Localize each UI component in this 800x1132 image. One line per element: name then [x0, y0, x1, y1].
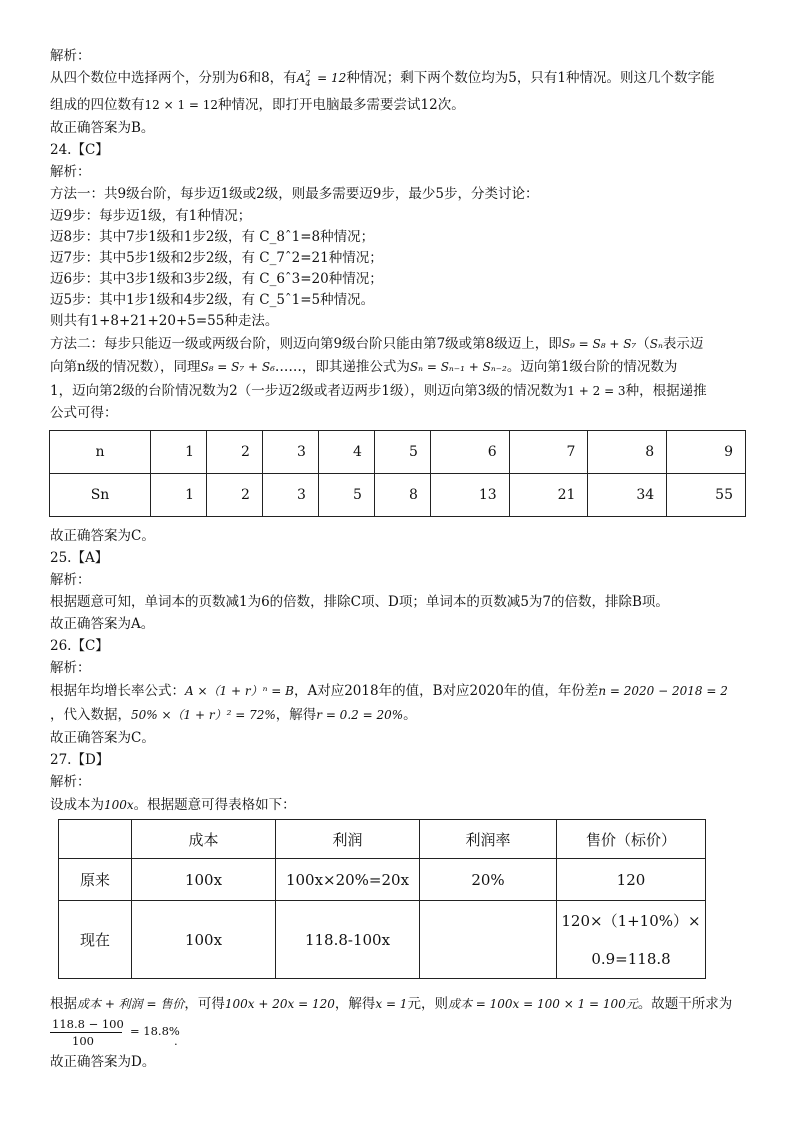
table-row	[50, 474, 746, 517]
question-number	[50, 750, 754, 770]
text: 元，则	[407, 996, 448, 1012]
fraction-numerator: 118.8 − 100	[52, 1017, 124, 1031]
table-row	[59, 820, 706, 859]
text-line	[50, 994, 754, 1014]
text: 解析：	[50, 774, 91, 790]
math-formula: n = 2020 − 2018 = 2	[598, 684, 728, 698]
math-formula: 50% ×（1 + r）² = 72%	[131, 708, 276, 722]
text: 公式可得：	[50, 405, 118, 421]
table-cell: 4	[318, 431, 374, 474]
text-line	[50, 705, 754, 725]
fraction-formula	[48, 1017, 188, 1048]
text: 设成本为	[50, 797, 104, 813]
table-cell: 8	[374, 474, 430, 517]
table-cell: 2	[206, 474, 262, 517]
math: A	[296, 71, 306, 85]
math-formula: A ×（1 + r）ⁿ = B	[185, 684, 294, 698]
text-line	[50, 403, 754, 423]
text-line	[50, 381, 754, 401]
math-formula: S₈ = S₇ + S₆	[200, 360, 275, 374]
math-sub: 4	[305, 79, 311, 88]
text: .	[174, 1034, 178, 1048]
question-number	[50, 548, 754, 568]
text: 表示迈	[662, 336, 704, 352]
table-cell: 120	[557, 859, 706, 901]
table-header-cell: n	[50, 431, 151, 474]
table-header-cell: 利润	[276, 820, 420, 859]
text: 根据题意可知，单词本的页数减1为6的倍数，排除C项、D项；单词本的页数减5为7的倍数，排除B项。	[50, 594, 669, 610]
profit-table	[58, 819, 706, 979]
table-cell: 1	[151, 431, 207, 474]
recurrence-table	[49, 430, 746, 517]
table-cell: 6	[430, 431, 509, 474]
text: 根据年均增长率公式：	[50, 683, 185, 699]
table-cell: 3	[262, 431, 318, 474]
table-cell: 100x	[132, 901, 276, 979]
table-cell: 2	[206, 431, 262, 474]
table-row	[59, 901, 706, 979]
text: 向第n级的情况数），同理	[50, 359, 201, 375]
table-cell: 9	[667, 431, 746, 474]
table-cell: 100x×20%=20x	[276, 859, 420, 901]
table-cell: 21	[509, 474, 588, 517]
cell-line: 120×（1+10%）×	[561, 911, 701, 930]
text-line	[50, 68, 754, 88]
text-line	[50, 184, 754, 204]
table-header-cell: 利润率	[420, 820, 557, 859]
text: 则共有1+8+21+20+5=55种走法。	[50, 313, 279, 329]
text: 种，根据递推	[625, 383, 707, 399]
table-row-label: 现在	[59, 901, 132, 979]
text-line	[50, 681, 754, 701]
math-formula: 100x + 20x = 120	[224, 997, 335, 1011]
text: 种情况，即打开电脑最多需要尝试12次。	[218, 97, 465, 113]
cell-line: 0.9=118.8	[591, 949, 671, 968]
text: ，A对应2018年的值，B对应2020年的值，年份差	[293, 683, 599, 699]
text-line	[50, 795, 754, 815]
text: 24.【C】	[50, 142, 109, 158]
text: ，解得	[275, 707, 317, 723]
text: 。	[403, 707, 417, 723]
text-line	[50, 206, 754, 226]
math-formula: r = 0.2 = 20%	[316, 708, 404, 722]
text: 100	[72, 1034, 94, 1048]
table-cell: 118.8-100x	[276, 901, 420, 979]
math-formula: S₉ = S₈ + S₇	[561, 337, 637, 351]
table-cell: 55	[667, 474, 746, 517]
analysis-label	[50, 162, 754, 182]
text: 26.【C】	[50, 638, 109, 654]
text-line	[50, 592, 754, 612]
text-line	[50, 334, 754, 354]
answer-line	[50, 614, 754, 634]
table-header-cell: Sn	[50, 474, 151, 517]
text: 27.【D】	[50, 752, 110, 768]
text: 解析：	[50, 164, 91, 180]
text: 解析：	[50, 48, 91, 64]
answer-line	[50, 728, 754, 748]
text-line	[50, 269, 754, 289]
table-cell	[557, 901, 706, 979]
text-line	[50, 357, 754, 377]
table-row-label: 原来	[59, 859, 132, 901]
table-cell: 7	[509, 431, 588, 474]
math-formula: 成本 + 利润 = 售价	[77, 997, 185, 1011]
math-formula: 1 + 2 = 3	[567, 384, 626, 398]
table-cell: 100x	[132, 859, 276, 901]
text: 根据	[50, 996, 77, 1012]
text: 故正确答案为C。	[50, 730, 155, 746]
text: 解析：	[50, 660, 91, 676]
math: = 12	[313, 71, 347, 85]
math-formula: Sₙ	[649, 337, 663, 351]
text-line	[50, 227, 754, 247]
text: 1，迈向第2级的台阶情况数为2（一步迈2级或者迈两步1级），则迈向第3级的情况数为	[50, 383, 568, 399]
text: 25.【A】	[50, 550, 109, 566]
table-cell: 20%	[420, 859, 557, 901]
text: 从四个数位中选择两个，分别为6和8，有	[50, 70, 297, 86]
math-formula	[296, 69, 347, 88]
text: 故正确答案为C。	[50, 528, 155, 544]
text: 故正确答案为D。	[50, 1054, 156, 1070]
text-line	[50, 290, 754, 310]
table-row	[50, 431, 746, 474]
table-cell: 8	[588, 431, 667, 474]
table-cell: 5	[374, 431, 430, 474]
analysis-label	[50, 570, 754, 590]
analysis-label	[50, 658, 754, 678]
text: （	[636, 336, 650, 352]
analysis-label	[50, 772, 754, 792]
fraction-result: = 18.8%	[130, 1024, 180, 1038]
math-formula: 12 × 1 = 12	[144, 98, 219, 112]
math-formula: 100x	[104, 798, 134, 812]
text: 迈9步：每步迈1级，有1种情况；	[50, 208, 252, 224]
math-formula: 成本 = 100x = 100 × 1 = 100元	[447, 997, 638, 1011]
table-header-cell: 售价（标价）	[557, 820, 706, 859]
text: 解析：	[50, 572, 91, 588]
text: 。迈向第1级台阶的情况数为	[506, 359, 678, 375]
question-number	[50, 140, 754, 160]
text: 故正确答案为B。	[50, 120, 155, 136]
text: 方法一：共9级台阶，每步迈1级或2级，则最多需要迈9步，最少5步，分类讨论：	[50, 186, 539, 202]
answer-line	[50, 526, 754, 546]
table-header-cell: 成本	[132, 820, 276, 859]
question-number	[50, 636, 754, 656]
text: 迈5步：其中1步1级和4步2级，有 C_5ˆ1=5种情况。	[50, 292, 375, 308]
table-cell: 1	[151, 474, 207, 517]
text: ……，即其递推公式为	[274, 359, 410, 375]
text: 迈7步：其中5步1级和2步2级，有 C_7ˆ2=21种情况；	[50, 250, 383, 266]
table-header-cell	[59, 820, 132, 859]
text-line	[50, 248, 754, 268]
answer-line	[50, 1052, 754, 1072]
math-formula: Sₙ = Sₙ₋₁ + Sₙ₋₂	[409, 360, 507, 374]
table-cell	[420, 901, 557, 979]
table-row	[59, 859, 706, 901]
answer-line	[50, 118, 754, 138]
text: 组成的四位数有	[50, 97, 145, 113]
text: 故正确答案为A。	[50, 616, 155, 632]
text: ，可得	[184, 996, 225, 1012]
text: 方法二：每步只能迈一级或两级台阶，则迈向第9级台阶只能由第7级或第8级迈上，即	[50, 336, 562, 352]
text: 种情况；剩下两个数位均为5，只有1种情况。则这几个数字能	[346, 70, 715, 86]
text: ，代入数据，	[50, 707, 131, 723]
analysis-label	[50, 46, 754, 66]
text: 。故题干所求为	[637, 996, 733, 1012]
text: 迈6步：其中3步1级和3步2级，有 C_6ˆ3=20种情况；	[50, 271, 383, 287]
table-cell: 5	[318, 474, 374, 517]
text: 迈8步：其中7步1级和1步2级，有 C_8ˆ1=8种情况；	[50, 229, 375, 245]
text-line	[50, 311, 754, 331]
text-line	[50, 95, 754, 115]
text: ，解得	[334, 996, 376, 1012]
table-cell: 13	[430, 474, 509, 517]
math-formula: x = 1	[375, 997, 408, 1011]
table-cell: 3	[262, 474, 318, 517]
fraction-bar	[50, 1032, 122, 1033]
table-cell: 34	[588, 474, 667, 517]
text: 。根据题意可得表格如下：	[133, 797, 296, 813]
math-sup: 2	[305, 69, 311, 78]
